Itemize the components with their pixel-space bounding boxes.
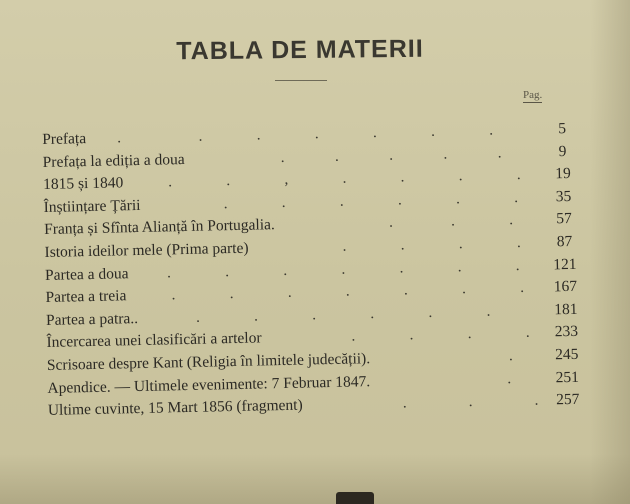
toc-entry-title: Istoria ideilor mele (Prima parte) bbox=[44, 239, 249, 261]
toc-page-number: 251 bbox=[555, 368, 580, 386]
page-shadow-right bbox=[590, 0, 630, 504]
leader-dots: . . . . . . . bbox=[166, 256, 520, 281]
leader-dots: . . . . . . . bbox=[171, 279, 525, 304]
toc-entry-title: Apendice. — Ultimele evenimente: 7 Februar 1847. bbox=[47, 372, 371, 397]
title-divider bbox=[275, 80, 327, 81]
binding-mark bbox=[336, 492, 374, 504]
toc-entry-title: Franța și Sfînta Alianță în Portugalia. bbox=[43, 216, 275, 239]
toc-entry-title: Partea a doua bbox=[44, 264, 129, 284]
table-of-contents bbox=[42, 118, 588, 423]
toc-page-number: 121 bbox=[553, 255, 577, 273]
leader-dots: . . . . . . bbox=[223, 188, 519, 212]
leader-dots: . . . . bbox=[351, 324, 530, 345]
toc-page-number: 19 bbox=[555, 165, 571, 183]
leader-dots: . . . . bbox=[342, 233, 521, 255]
leader-dots: . . . . . . bbox=[195, 302, 491, 326]
leader-dots: . bbox=[508, 347, 513, 365]
toc-page-number: 233 bbox=[554, 323, 579, 341]
toc-page-number: 57 bbox=[556, 210, 572, 228]
toc-page-number: 167 bbox=[553, 277, 578, 296]
toc-entry-title: Ultime cuvinte, 15 Mart 1856 (fragment) bbox=[47, 396, 303, 420]
toc-page-number: 5 bbox=[558, 120, 567, 138]
leader-dots: . . . bbox=[402, 391, 539, 412]
toc-entry-title: Partea a patra.. bbox=[45, 309, 139, 329]
toc-entry-title: Înștiințare Țării bbox=[43, 196, 141, 216]
leader-dots: . . . . . bbox=[280, 143, 502, 166]
toc-page-number: 181 bbox=[554, 300, 578, 319]
toc-page-number: 257 bbox=[555, 390, 580, 409]
leader-dots: . . . . . . . bbox=[117, 121, 494, 147]
toc-page-number: 35 bbox=[555, 187, 572, 206]
toc-page-number: 9 bbox=[558, 142, 567, 160]
toc-entry-title: Partea a treia bbox=[45, 287, 127, 307]
page-column-label: Pag. bbox=[523, 89, 543, 101]
toc-entry-title: Încercarea unei clasificări a artelor bbox=[46, 329, 262, 352]
page-shadow-bottom bbox=[0, 454, 630, 504]
page-title: TABLA DE MATERII bbox=[176, 34, 424, 66]
toc-entry-title: Scrisoare despre Kant (Religia în limitele judecății). bbox=[46, 350, 371, 374]
toc-page-number: 87 bbox=[556, 232, 573, 251]
toc-page-number: 245 bbox=[555, 345, 579, 364]
toc-entry-title: 1815 și 1840 bbox=[42, 174, 124, 194]
toc-entry-title: Prefața bbox=[42, 130, 87, 148]
leader-dots: . . . bbox=[388, 211, 514, 232]
toc-entry-title: Prefața la ediția a doua bbox=[42, 150, 185, 171]
leader-dots: . bbox=[507, 369, 512, 387]
leader-dots: . . , . . . . bbox=[167, 166, 521, 191]
